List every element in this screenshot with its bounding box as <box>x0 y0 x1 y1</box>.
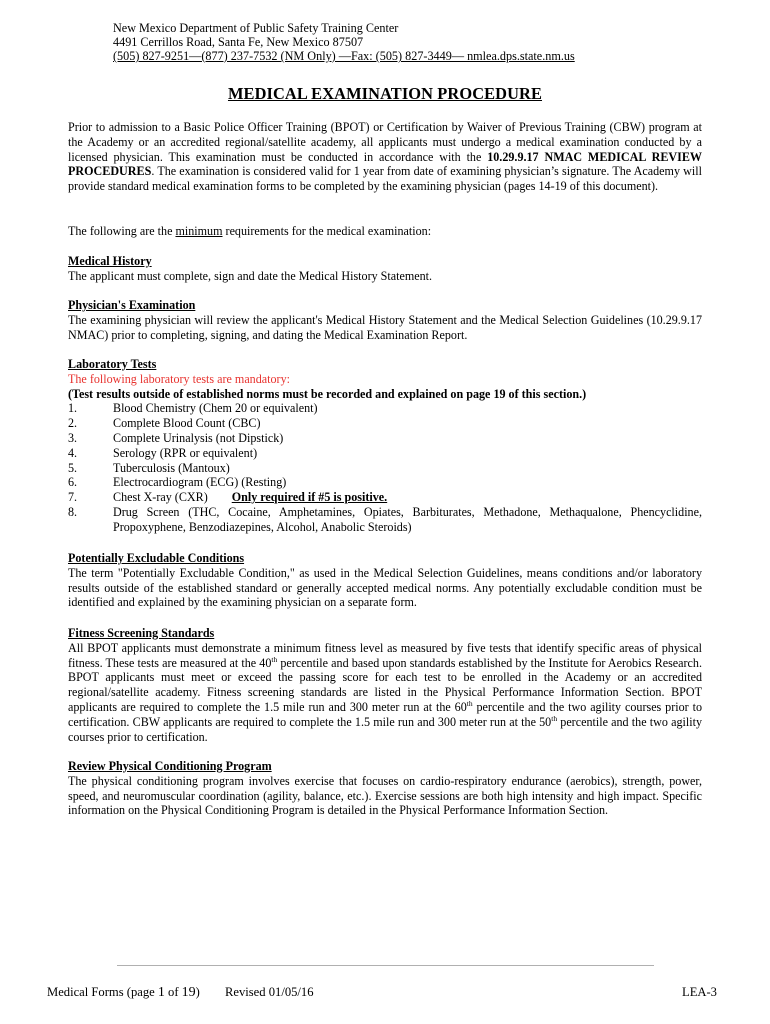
org-address: 4491 Cerrillos Road, Santa Fe, New Mexico 87507 <box>113 35 364 49</box>
footer-page-label: Medical Forms (page 1 of 19) <box>47 985 200 1000</box>
section-heading: Potentially Excludable Conditions <box>68 551 245 565</box>
lab-note: (Test results outside of established norms must be recorded and explained on page 19 of this section.) <box>68 386 587 401</box>
xray-condition-note: Only required if #5 is positive. <box>231 490 388 505</box>
medical-history-section <box>68 254 702 284</box>
lab-test-list <box>68 401 702 534</box>
section-text: The examining physician will review the applicant's Medical History Statement and the Medical Selection Guidelines (10.29.9.17 NMAC) prior to completing, signing, and dating the Medical Examination Report. <box>68 312 702 342</box>
page-total: 19 <box>181 985 196 1000</box>
section-heading: Physician's Examination <box>68 298 196 312</box>
section-text: The term "Potentially Excludable Condition," as used in the Medical Selection Guidelines, means conditions and/or laboratory results outside of the established standard or generally accepted medical norms. Any potentially excludable condition must be identified and explained by the examining physician on a separate form. <box>68 565 702 610</box>
footer-revised-date: Revised 01/05/16 <box>225 985 314 999</box>
section-text: All BPOT applicants must demonstrate a minimum fitness level as measured by five tests that identify specific areas of physical fitness. These tests are measured at the 40th percentile and based upon standards established by the Institute for Aerobics Research. BPOT applicants must meet or exceed the passing score for each test to be enrolled in the Academy or an accredited regional/satellite academy. Fitness screening standards are listed in the Physical Performance Information Section. BPOT applicants are required to complete the 1.5 mile run and 300 meter run at the 60th percentile and the two agility courses prior to certification. CBW applicants are required to complete the 1.5 mile run and 300 meter run at the 50th percentile and the two agility courses prior to certification. <box>68 640 702 744</box>
conditioning-program-section <box>68 759 702 818</box>
minimum-requirements-line: The following are the minimum requirements for the medical examination: <box>68 224 432 238</box>
footer-divider <box>117 965 654 966</box>
letterhead <box>113 21 575 63</box>
footer-form-code: LEA-3 <box>682 985 717 999</box>
physicians-exam-section <box>68 298 702 342</box>
section-text: The applicant must complete, sign and date the Medical History Statement. <box>68 268 433 283</box>
list-item: 6. Electrocardiogram (ECG) (Resting) <box>68 475 287 490</box>
section-heading: Laboratory Tests <box>68 357 157 371</box>
section-heading: Fitness Screening Standards <box>68 626 215 640</box>
mandatory-notice: The following laboratory tests are mandatory: <box>68 371 290 386</box>
org-contact: (505) 827-9251—(877) 237-7532 (NM Only) —Fax: (505) 827-3449— nmlea.dps.state.nm.us <box>113 49 575 63</box>
section-heading: Medical History <box>68 254 152 268</box>
excludable-conditions-section <box>68 551 702 610</box>
list-item: 1. Blood Chemistry (Chem 20 or equivalent) <box>68 401 318 416</box>
org-name: New Mexico Department of Public Safety Training Center <box>113 21 399 35</box>
page-title: MEDICAL EXAMINATION PROCEDURE <box>227 84 543 103</box>
page-number: 1 <box>157 985 165 1000</box>
intro-paragraph: Prior to admission to a Basic Police Officer Training (BPOT) or Certification by Waiver of Previous Training (CBW) program at the Academy or an accredited regional/satellite academy, all applicants must undergo a medical examination conducted by a licensed physician. This examination must be conducted in accordance with the 10.29.9.17 NMAC MEDICAL REVIEW PROCEDURES. The examination is considered valid for 1 year from date of examining physician’s signature. The Academy will provide standard medical examination forms to be completed by the examining physician (pages 14-19 of this document). <box>68 120 702 194</box>
list-item: 8. Drug Screen (THC, Cocaine, Amphetamines, Opiates, Barbiturates, Methadone, Methaqualone, Phencyclidine, Propoxyphene, Benzodiazepines, Alcohol, Anabolic Steroids) <box>68 504 702 534</box>
list-item: 2. Complete Blood Count (CBC) <box>68 416 261 431</box>
list-item: 7. Chest X-ray (CXR) Only required if #5 is positive. <box>68 490 388 505</box>
list-item: 5. Tuberculosis (Mantoux) <box>68 460 230 475</box>
lab-tests-section <box>68 357 702 535</box>
fitness-standards-section <box>68 626 702 744</box>
section-heading: Review Physical Conditioning Program <box>68 759 272 773</box>
section-text: The physical conditioning program involves exercise that focuses on cardio-respiratory endurance (aerobics), strength, power, speed, and neuromuscular coordination (agility, balance, etc.). Exercise sessions are both high intensity and high impact. Specific information on the Physical Conditioning Program is detailed in the Physical Performance Information Section. <box>68 773 702 818</box>
list-item: 3. Complete Urinalysis (not Dipstick) <box>68 430 284 445</box>
list-item: 4. Serology (RPR or equivalent) <box>68 445 258 460</box>
